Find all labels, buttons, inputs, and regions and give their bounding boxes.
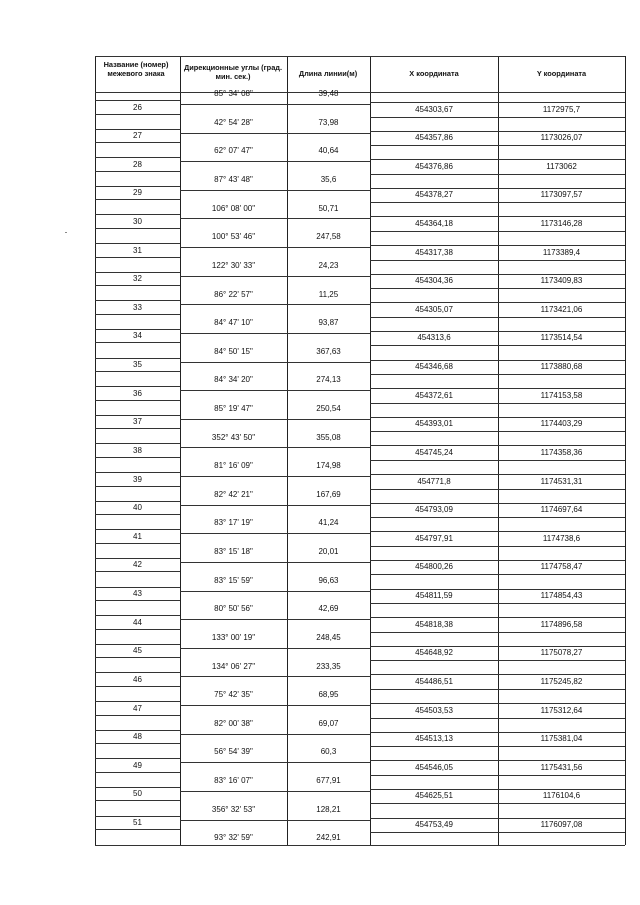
row-rule xyxy=(370,574,625,575)
x-coordinate: 454357,86 xyxy=(415,133,453,143)
y-coordinate: 1173880,68 xyxy=(540,362,583,372)
y-coordinate: 1175431,56 xyxy=(540,762,583,772)
point-name: 29 xyxy=(133,188,142,198)
line-length: 174,98 xyxy=(316,461,341,471)
direction-angle: 83° 15' 18" xyxy=(214,547,253,557)
direction-angle: 62° 07' 47" xyxy=(214,146,253,156)
direction-angle: 122° 30' 33" xyxy=(211,260,256,270)
row-rule xyxy=(180,533,370,534)
y-coordinate: 1174403,29 xyxy=(540,419,583,429)
row-rule xyxy=(370,445,625,446)
y-coordinate: 1173062 xyxy=(546,161,577,171)
x-coordinate: 454393,01 xyxy=(415,419,453,429)
row-rule xyxy=(370,474,625,475)
row-rule xyxy=(180,648,370,649)
direction-angle: 84° 50' 15" xyxy=(214,346,253,356)
y-coordinate: 1174697,64 xyxy=(540,505,583,515)
line-length: 355,08 xyxy=(316,432,341,442)
y-coordinate: 1174531,31 xyxy=(540,476,583,486)
line-length: 242,91 xyxy=(316,833,341,843)
row-rule xyxy=(370,732,625,733)
point-name: 32 xyxy=(133,274,142,284)
row-rule xyxy=(370,703,625,704)
line-length: 93,87 xyxy=(318,318,339,328)
point-name: 49 xyxy=(133,760,142,770)
row-rule xyxy=(95,587,180,588)
row-rule xyxy=(370,789,625,790)
direction-angle: 82° 00' 38" xyxy=(214,718,253,728)
point-name: 44 xyxy=(133,617,142,627)
line-length: 167,69 xyxy=(316,489,341,499)
row-rule xyxy=(95,629,180,630)
row-rule xyxy=(370,216,625,217)
y-coordinate: 1175078,27 xyxy=(540,648,583,658)
row-rule xyxy=(370,102,625,103)
x-coordinate: 454797,91 xyxy=(415,533,453,543)
line-length: 35,6 xyxy=(320,175,337,185)
y-coordinate: 1173514,54 xyxy=(540,333,583,343)
row-rule xyxy=(180,133,370,134)
x-coordinate: 454625,51 xyxy=(415,791,453,801)
row-rule xyxy=(370,775,625,776)
row-rule xyxy=(95,529,180,530)
row-rule xyxy=(370,231,625,232)
direction-angle: 82° 42' 21" xyxy=(214,489,253,499)
x-coordinate: 454313,6 xyxy=(417,333,451,343)
x-coordinate: 454771,8 xyxy=(417,476,451,486)
row-rule xyxy=(370,460,625,461)
x-coordinate: 454304,36 xyxy=(415,276,453,286)
line-length: 11,25 xyxy=(318,289,339,299)
row-rule xyxy=(95,415,180,416)
y-coordinate: 1175381,04 xyxy=(540,734,583,744)
row-rule xyxy=(95,486,180,487)
row-rule xyxy=(95,543,180,544)
row-rule xyxy=(180,161,370,162)
y-coordinate: 1175245,82 xyxy=(540,676,583,686)
header-x: X координата xyxy=(409,69,459,78)
row-rule xyxy=(370,388,625,389)
y-coordinate: 1173409,83 xyxy=(540,276,583,286)
line-length: 68,95 xyxy=(318,690,339,700)
row-rule xyxy=(95,829,180,830)
x-coordinate: 454486,51 xyxy=(415,676,453,686)
line-length: 69,07 xyxy=(318,718,339,728)
point-name: 35 xyxy=(133,360,142,370)
direction-angle: 80° 50' 56" xyxy=(214,604,253,614)
row-rule xyxy=(95,571,180,572)
header-length: Длина линии(м) xyxy=(298,69,358,78)
direction-angle: 86° 22' 57" xyxy=(214,289,253,299)
row-rule xyxy=(370,117,625,118)
row-rule xyxy=(370,317,625,318)
row-rule xyxy=(370,589,625,590)
row-rule xyxy=(180,276,370,277)
line-length: 42,69 xyxy=(318,604,339,614)
row-rule xyxy=(95,600,180,601)
point-name: 26 xyxy=(133,102,142,112)
row-rule xyxy=(180,190,370,191)
point-name: 27 xyxy=(133,131,142,141)
x-coordinate: 454818,38 xyxy=(415,619,453,629)
y-coordinate: 1174854,43 xyxy=(540,591,583,601)
x-coordinate: 454546,05 xyxy=(415,762,453,772)
line-length: 39,48 xyxy=(318,89,339,99)
row-rule xyxy=(95,371,180,372)
row-rule xyxy=(180,562,370,563)
line-length: 96,63 xyxy=(318,575,339,585)
row-rule xyxy=(95,558,180,559)
x-coordinate: 454811,59 xyxy=(415,591,453,601)
row-rule xyxy=(370,818,625,819)
row-rule xyxy=(370,345,625,346)
direction-angle: 81° 16' 09" xyxy=(214,461,253,471)
row-rule xyxy=(370,245,625,246)
row-rule xyxy=(370,374,625,375)
row-rule xyxy=(95,171,180,172)
row-rule xyxy=(95,243,180,244)
row-rule xyxy=(95,457,180,458)
row-rule xyxy=(180,762,370,763)
row-rule xyxy=(180,333,370,334)
row-rule xyxy=(370,274,625,275)
row-rule xyxy=(370,145,625,146)
row-rule xyxy=(95,300,180,301)
row-rule xyxy=(370,403,625,404)
row-rule xyxy=(95,686,180,687)
direction-angle: 83° 16' 07" xyxy=(214,776,253,786)
row-rule xyxy=(180,676,370,677)
line-length: 250,54 xyxy=(316,404,341,413)
point-name: 38 xyxy=(133,445,142,455)
row-rule xyxy=(370,603,625,604)
table-top-rule xyxy=(95,56,625,57)
row-rule xyxy=(95,228,180,229)
line-length: 73,98 xyxy=(318,117,339,127)
row-rule xyxy=(180,304,370,305)
x-coordinate: 454303,67 xyxy=(415,104,453,114)
line-length: 24,23 xyxy=(318,260,339,270)
y-coordinate: 1172975,7 xyxy=(542,104,581,114)
column-rule xyxy=(625,56,626,845)
row-rule xyxy=(95,314,180,315)
point-name: 31 xyxy=(133,245,142,255)
x-coordinate: 454800,26 xyxy=(415,562,453,572)
row-rule xyxy=(370,131,625,132)
row-rule xyxy=(95,701,180,702)
row-rule xyxy=(370,617,625,618)
y-coordinate: 1175312,64 xyxy=(540,705,583,715)
x-coordinate: 454305,07 xyxy=(415,304,453,314)
point-name: 51 xyxy=(133,818,142,827)
line-length: 41,24 xyxy=(318,518,339,528)
row-rule xyxy=(180,104,370,105)
direction-angle: 42° 54' 28" xyxy=(214,117,253,127)
row-rule xyxy=(95,730,180,731)
direction-angle: 106° 08' 00" xyxy=(211,203,256,213)
row-rule xyxy=(95,329,180,330)
row-rule xyxy=(95,672,180,673)
row-rule xyxy=(370,832,625,833)
row-rule xyxy=(95,342,180,343)
y-coordinate: 1174758,47 xyxy=(540,562,583,572)
x-coordinate: 454364,18 xyxy=(415,218,453,228)
line-length: 128,21 xyxy=(316,804,341,814)
line-length: 274,13 xyxy=(316,375,341,385)
y-coordinate: 1174896,58 xyxy=(540,619,583,629)
point-name: 48 xyxy=(133,732,142,742)
row-rule xyxy=(370,360,625,361)
row-rule xyxy=(370,503,625,504)
direction-angle: 84° 34' 20" xyxy=(214,375,253,385)
row-rule xyxy=(95,114,180,115)
line-length: 40,64 xyxy=(318,146,339,156)
point-name: 46 xyxy=(133,674,142,684)
row-rule xyxy=(95,443,180,444)
point-name: 43 xyxy=(133,589,142,599)
row-rule xyxy=(180,734,370,735)
point-name: 45 xyxy=(133,646,142,656)
direction-angle: 87° 43' 48" xyxy=(214,175,253,185)
header-name: Название (номер) межевого знака xyxy=(103,60,169,78)
row-rule xyxy=(95,285,180,286)
row-rule xyxy=(370,302,625,303)
row-rule xyxy=(370,431,625,432)
row-rule xyxy=(95,142,180,143)
table-bottom-rule xyxy=(95,845,625,846)
row-rule xyxy=(180,591,370,592)
x-coordinate: 454513,13 xyxy=(415,734,453,744)
row-rule xyxy=(370,517,625,518)
row-rule xyxy=(95,715,180,716)
row-rule xyxy=(95,758,180,759)
y-coordinate: 1176097,08 xyxy=(540,820,583,829)
direction-angle: 93° 32' 59" xyxy=(214,833,253,843)
point-name: 50 xyxy=(133,789,142,799)
point-name: 33 xyxy=(133,302,142,312)
line-length: 248,45 xyxy=(316,632,341,642)
y-coordinate: 1174153,58 xyxy=(540,390,583,400)
row-rule xyxy=(95,743,180,744)
line-length: 233,35 xyxy=(316,661,341,671)
line-length: 50,71 xyxy=(318,203,339,213)
row-rule xyxy=(370,718,625,719)
direction-angle: 84° 47' 10" xyxy=(214,318,253,328)
row-rule xyxy=(370,560,625,561)
direction-angle: 356° 32' 53" xyxy=(211,804,256,814)
direction-angle: 85° 34' 08" xyxy=(214,89,253,99)
row-rule xyxy=(370,689,625,690)
row-rule xyxy=(95,386,180,387)
row-rule xyxy=(95,186,180,187)
y-coordinate: 1173421,06 xyxy=(540,304,583,314)
point-name: 40 xyxy=(133,503,142,513)
point-name: 37 xyxy=(133,417,142,427)
row-rule xyxy=(95,615,180,616)
row-rule xyxy=(95,428,180,429)
row-rule xyxy=(95,257,180,258)
point-name: 42 xyxy=(133,560,142,570)
y-coordinate: 1173097,57 xyxy=(540,190,583,200)
row-rule xyxy=(370,646,625,647)
direction-angle: 85° 19' 47" xyxy=(214,404,253,413)
line-length: 367,63 xyxy=(316,346,341,356)
x-coordinate: 454346,68 xyxy=(415,362,453,372)
row-rule xyxy=(370,660,625,661)
x-coordinate: 454648,92 xyxy=(415,648,453,658)
row-rule xyxy=(180,218,370,219)
line-length: 247,58 xyxy=(316,232,341,242)
direction-angle: 56° 54' 39" xyxy=(214,747,253,757)
row-rule xyxy=(180,390,370,391)
row-rule xyxy=(180,362,370,363)
line-length: 20,01 xyxy=(318,547,339,557)
row-rule xyxy=(370,746,625,747)
point-name: 41 xyxy=(133,531,142,541)
row-rule xyxy=(95,272,180,273)
row-rule xyxy=(370,202,625,203)
row-rule xyxy=(95,400,180,401)
row-rule xyxy=(180,419,370,420)
row-rule xyxy=(95,214,180,215)
y-coordinate: 1176104,6 xyxy=(542,791,581,801)
row-rule xyxy=(370,760,625,761)
y-coordinate: 1173146,28 xyxy=(540,218,583,228)
x-coordinate: 454372,61 xyxy=(415,390,453,400)
row-rule xyxy=(370,174,625,175)
row-rule xyxy=(370,288,625,289)
row-rule xyxy=(95,157,180,158)
x-coordinate: 454317,38 xyxy=(415,247,453,257)
row-rule xyxy=(180,619,370,620)
point-name: 39 xyxy=(133,474,142,484)
row-rule xyxy=(370,159,625,160)
row-rule xyxy=(370,632,625,633)
row-rule xyxy=(95,816,180,817)
row-rule xyxy=(95,644,180,645)
row-rule xyxy=(370,674,625,675)
row-rule xyxy=(95,100,180,101)
x-coordinate: 454745,24 xyxy=(415,447,453,457)
y-coordinate: 1173026,07 xyxy=(540,133,583,143)
row-rule xyxy=(95,800,180,801)
header-y: Y координата xyxy=(536,69,587,78)
header-angle: Дирекционные углы (град. мин. сек.) xyxy=(183,63,283,81)
row-rule xyxy=(95,199,180,200)
row-rule xyxy=(95,787,180,788)
row-rule xyxy=(95,472,180,473)
row-rule xyxy=(95,514,180,515)
row-rule xyxy=(370,531,625,532)
direction-angle: 83° 17' 19" xyxy=(214,518,253,528)
point-name: 47 xyxy=(133,703,142,713)
row-rule xyxy=(180,476,370,477)
row-rule xyxy=(180,705,370,706)
scan-speck xyxy=(65,232,67,233)
row-rule xyxy=(370,260,625,261)
point-name: 28 xyxy=(133,159,142,169)
direction-angle: 83° 15' 59" xyxy=(214,575,253,585)
x-coordinate: 454378,27 xyxy=(415,190,453,200)
x-coordinate: 454793,09 xyxy=(415,505,453,515)
row-rule xyxy=(370,417,625,418)
x-coordinate: 454753,49 xyxy=(415,820,453,829)
row-rule xyxy=(95,358,180,359)
row-rule xyxy=(180,247,370,248)
row-rule xyxy=(370,188,625,189)
x-coordinate: 454376,86 xyxy=(415,161,453,171)
y-coordinate: 1173389,4 xyxy=(542,247,581,257)
row-rule xyxy=(95,129,180,130)
direction-angle: 134° 06' 27" xyxy=(211,661,256,671)
row-rule xyxy=(180,791,370,792)
row-rule xyxy=(370,489,625,490)
direction-angle: 100° 53' 46" xyxy=(211,232,256,242)
line-length: 677,91 xyxy=(316,776,341,786)
point-name: 36 xyxy=(133,388,142,398)
row-rule xyxy=(370,546,625,547)
direction-angle: 133° 00' 19" xyxy=(211,632,256,642)
x-coordinate: 454503,53 xyxy=(415,705,453,715)
row-rule xyxy=(180,447,370,448)
direction-angle: 75° 42' 35" xyxy=(214,690,253,700)
row-rule xyxy=(95,501,180,502)
row-rule xyxy=(95,657,180,658)
row-rule xyxy=(370,331,625,332)
point-name: 30 xyxy=(133,216,142,226)
row-rule xyxy=(180,820,370,821)
row-rule xyxy=(95,772,180,773)
line-length: 60,3 xyxy=(320,747,337,757)
row-rule xyxy=(370,803,625,804)
y-coordinate: 1174358,36 xyxy=(540,447,583,457)
row-rule xyxy=(180,505,370,506)
point-name: 34 xyxy=(133,331,142,341)
direction-angle: 352° 43' 50" xyxy=(211,432,256,442)
y-coordinate: 1174738,6 xyxy=(542,533,581,543)
